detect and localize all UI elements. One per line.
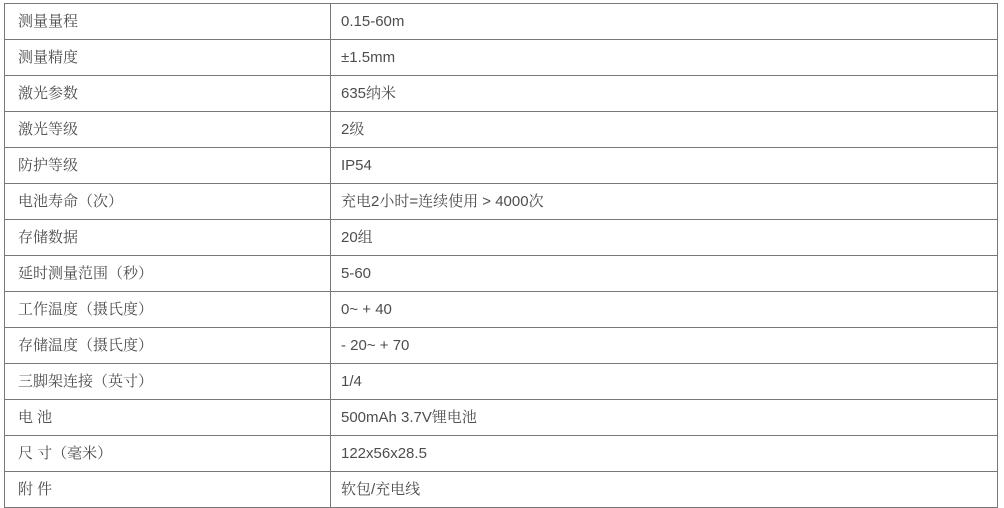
spec-label: 三脚架连接（英寸） <box>5 364 331 400</box>
spec-label: 存储温度（摄氏度） <box>5 328 331 364</box>
spec-value: 635纳米 <box>331 76 998 112</box>
spec-table-row <box>5 184 998 220</box>
spec-label: 附 件 <box>5 472 331 508</box>
product-spec-section <box>4 3 998 498</box>
spec-table-body <box>5 4 998 508</box>
spec-value: 20组 <box>331 220 998 256</box>
spec-label: 激光等级 <box>5 112 331 148</box>
spec-table-row <box>5 40 998 76</box>
spec-table-row <box>5 472 998 508</box>
spec-label: 存储数据 <box>5 220 331 256</box>
spec-label: 防护等级 <box>5 148 331 184</box>
spec-value: 充电2小时=连续使用 > 4000次 <box>331 184 998 220</box>
spec-label: 延时测量范围（秒） <box>5 256 331 292</box>
spec-value: 2级 <box>331 112 998 148</box>
spec-table-row <box>5 112 998 148</box>
spec-table-row <box>5 4 998 40</box>
spec-table-row <box>5 400 998 436</box>
spec-table-row <box>5 220 998 256</box>
spec-value: 0~ + 40 <box>331 292 998 328</box>
spec-label: 测量量程 <box>5 4 331 40</box>
spec-label: 电 池 <box>5 400 331 436</box>
spec-value: ±1.5mm <box>331 40 998 76</box>
spec-table-row <box>5 256 998 292</box>
spec-label: 尺 寸（毫米） <box>5 436 331 472</box>
spec-value: IP54 <box>331 148 998 184</box>
spec-table-row <box>5 148 998 184</box>
spec-value: - 20~ + 70 <box>331 328 998 364</box>
spec-label: 激光参数 <box>5 76 331 112</box>
spec-value: 0.15-60m <box>331 4 998 40</box>
spec-value: 122x56x28.5 <box>331 436 998 472</box>
spec-table-row <box>5 328 998 364</box>
spec-value: 500mAh 3.7V锂电池 <box>331 400 998 436</box>
spec-table-row <box>5 436 998 472</box>
spec-table-row <box>5 292 998 328</box>
spec-value: 5-60 <box>331 256 998 292</box>
spec-table <box>4 3 998 508</box>
spec-label: 电池寿命（次） <box>5 184 331 220</box>
spec-table-row <box>5 76 998 112</box>
spec-label: 测量精度 <box>5 40 331 76</box>
spec-label: 工作温度（摄氏度） <box>5 292 331 328</box>
spec-table-row <box>5 364 998 400</box>
spec-value: 1/4 <box>331 364 998 400</box>
spec-value: 软包/充电线 <box>331 472 998 508</box>
